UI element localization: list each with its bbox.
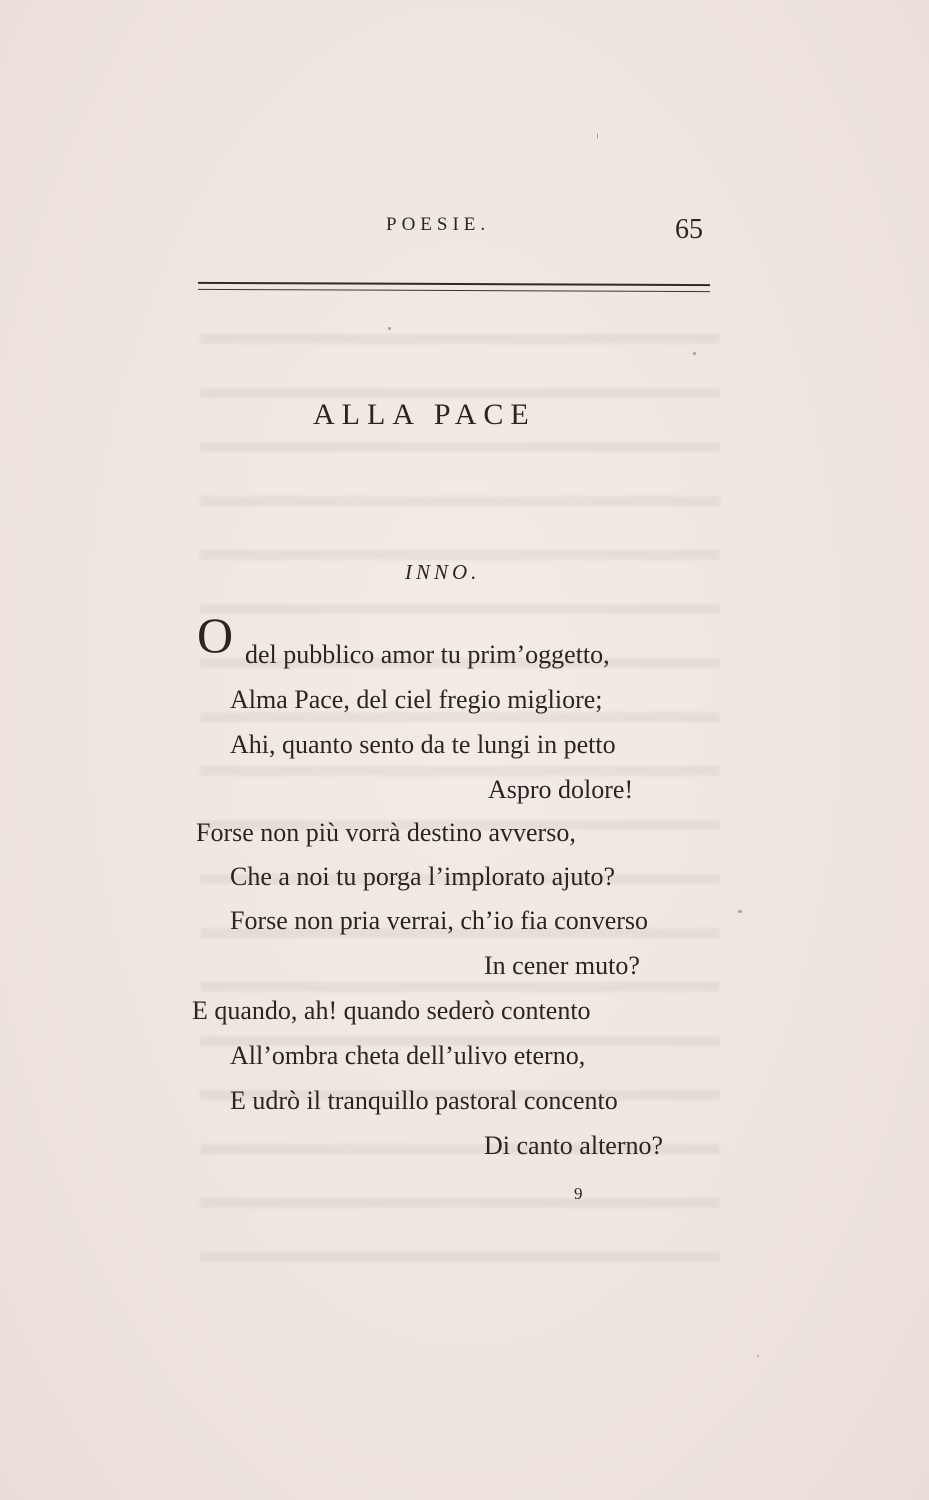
verse-line-1: del pubblico amor tu prim’oggetto,: [245, 640, 610, 669]
verse-line-5: Forse non più vorrà destino avverso,: [196, 818, 576, 847]
paper-speck: [757, 1355, 759, 1357]
verse-line-11: E udrò il tranquillo pastoral concento: [230, 1086, 618, 1115]
verse-line-7: Forse non pria verrai, ch’io fia converso: [230, 906, 649, 935]
drop-cap: O: [197, 607, 234, 663]
paper-speck: [597, 133, 598, 139]
verse-line-8: In cener muto?: [484, 951, 640, 980]
page-number: 65: [675, 214, 703, 245]
verse-line-4: Aspro dolore!: [488, 775, 634, 804]
verse-line-3: Ahi, quanto sento da te lungi in petto: [230, 730, 616, 759]
signature-mark: 9: [574, 1184, 583, 1203]
verse-line-10: All’ombra cheta dell’ulivo eterno,: [230, 1041, 586, 1070]
poem-subtitle: INNO.: [405, 560, 481, 584]
paper-speck: [738, 910, 742, 913]
verse-line-12: Di canto alterno?: [484, 1131, 664, 1160]
paper-speck: [693, 352, 696, 355]
verse-line-2: Alma Pace, del ciel fregio migliore;: [230, 685, 603, 714]
paper-speck: [388, 327, 391, 330]
verse-line-9: E quando, ah! quando sederò contento: [192, 996, 591, 1025]
poem-title: ALLA PACE: [313, 398, 536, 431]
running-head: POESIE.: [386, 214, 491, 235]
verse-line-6: Che a noi tu porga l’implorato ajuto?: [230, 862, 616, 891]
